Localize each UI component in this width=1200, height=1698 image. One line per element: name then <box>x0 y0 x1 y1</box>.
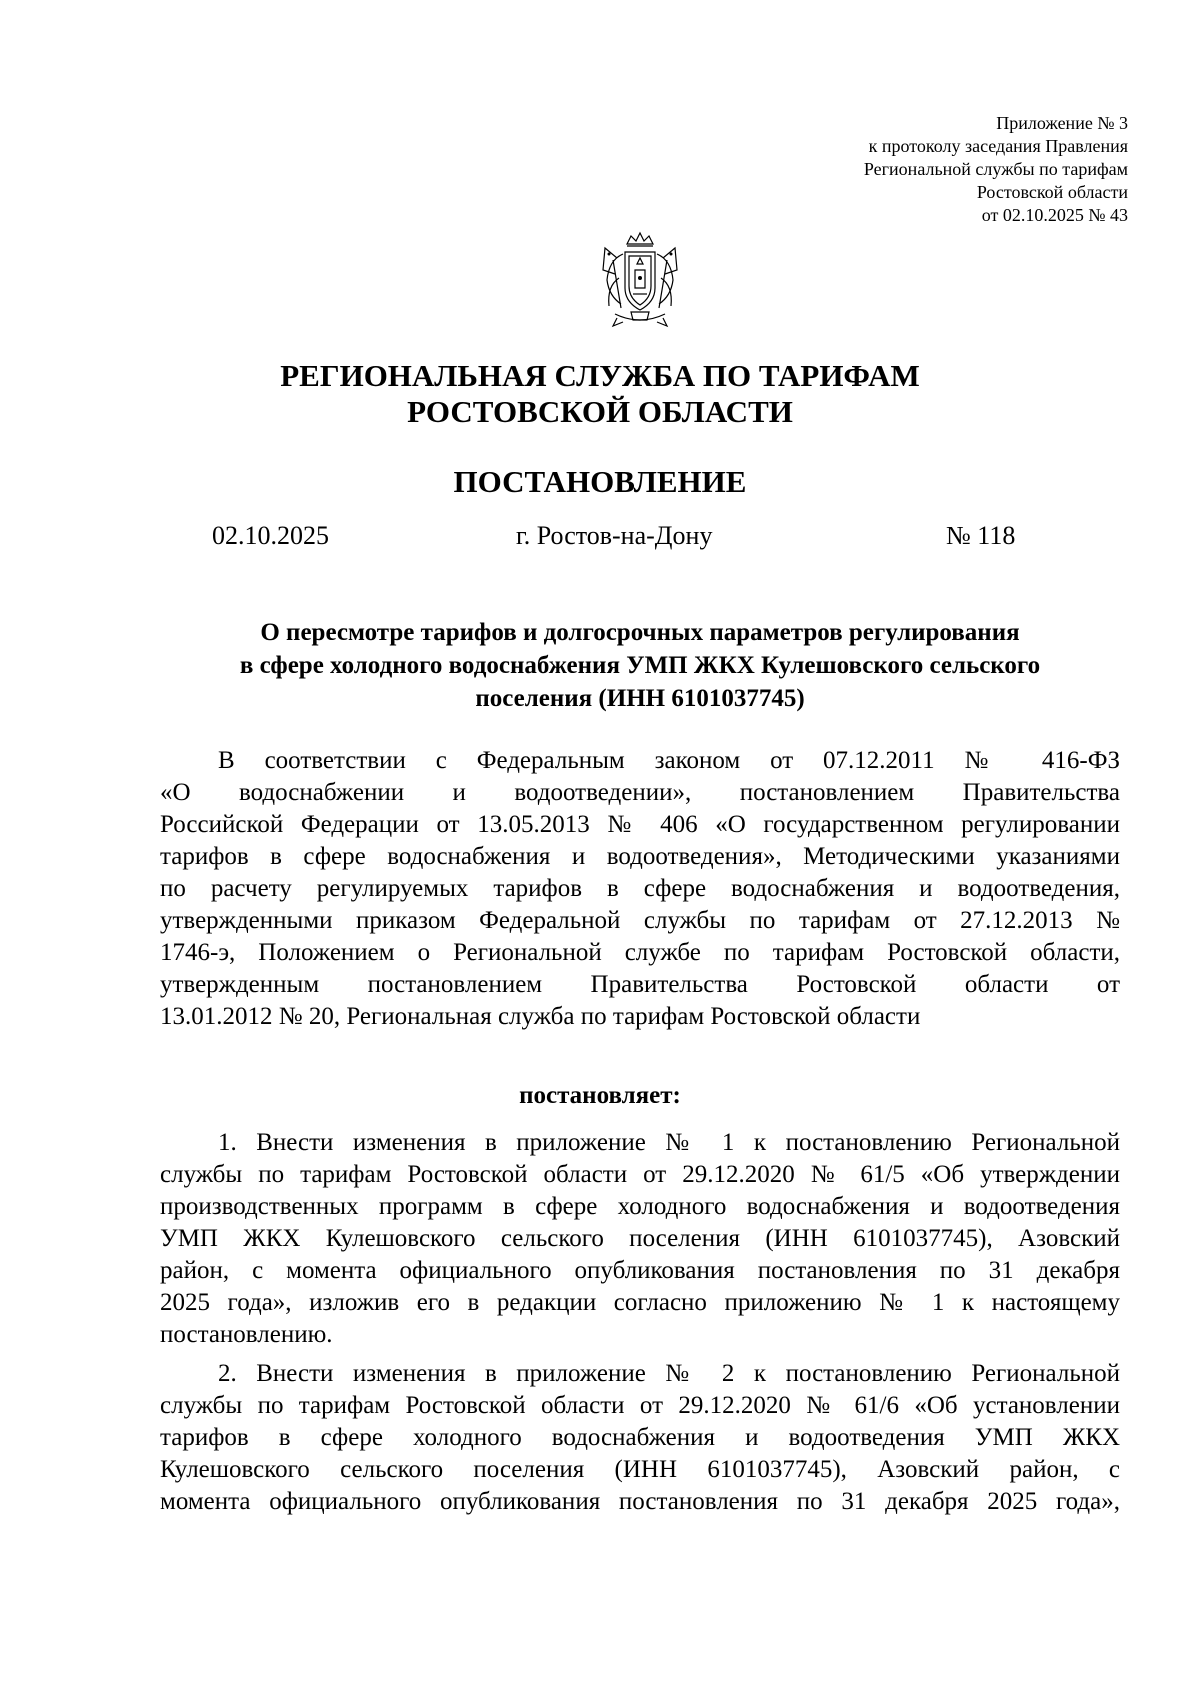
paragraph-line: 1. Внести изменения в приложение № 1 к постановлению Региональной <box>218 1129 1120 1156</box>
appendix-line: Региональной службы по тарифам <box>863 159 1128 179</box>
item-2-paragraph <box>160 1358 1120 1518</box>
appendix-line: Ростовской области <box>976 182 1128 202</box>
paragraph-line: тарифов в сфере холодного водоснабжения и водоотведения УМП ЖКХ <box>160 1424 1120 1451</box>
paragraph-line: район, с момента официального опубликования постановления по 31 декабря <box>160 1257 1120 1284</box>
organization-name-line: РЕГИОНАЛЬНАЯ СЛУЖБА ПО ТАРИФАМ <box>280 358 920 393</box>
organization-name-line: РОСТОВСКОЙ ОБЛАСТИ <box>407 394 793 429</box>
decides-heading: постановляет: <box>519 1082 681 1109</box>
document-date: 02.10.2025 <box>212 521 329 550</box>
paragraph-line: утвержденными приказом Федеральной службы по тарифам от 27.12.2013 № <box>160 907 1120 934</box>
paragraph-line: Кулешовского сельского поселения (ИНН 6101037745), Азовский район, с <box>160 1456 1120 1483</box>
paragraph-line: «О водоснабжении и водоотведении», постановлением Правительства <box>160 779 1120 806</box>
intro-paragraph <box>160 745 1120 1033</box>
subject-line: О пересмотре тарифов и долгосрочных параметров регулирования <box>260 619 1020 646</box>
paragraph-line: производственных программ в сфере холодного водоснабжения и водоотведения <box>160 1193 1120 1220</box>
paragraph-line: по расчету регулируемых тарифов в сфере водоснабжения и водоотведения, <box>160 875 1120 902</box>
item-1-paragraph <box>160 1127 1120 1351</box>
coat-of-arms-icon <box>595 230 685 330</box>
paragraph-line: 2. Внести изменения в приложение № 2 к постановлению Региональной <box>218 1360 1120 1387</box>
paragraph-line: 2025 года», изложив его в редакции согласно приложению № 1 к настоящему <box>160 1289 1120 1316</box>
subject-line: поселения (ИНН 6101037745) <box>475 685 805 712</box>
appendix-block <box>608 112 1128 227</box>
document-subject <box>160 616 1120 715</box>
paragraph-line: момента официального опубликования постановления по 31 декабря 2025 года», <box>160 1488 1120 1515</box>
document-meta-row <box>0 520 1200 554</box>
paragraph-line: службы по тарифам Ростовской области от 29.12.2020 № 61/5 «Об утверждении <box>160 1161 1120 1188</box>
document-number: № 118 <box>946 521 1016 550</box>
appendix-line: к протоколу заседания Правления <box>868 136 1128 156</box>
paragraph-line: УМП ЖКХ Кулешовского сельского поселения (ИНН 6101037745), Азовский <box>160 1225 1120 1252</box>
paragraph-line: 13.01.2012 № 20, Региональная служба по тарифам Ростовской области <box>160 1003 921 1030</box>
paragraph-line: Российской Федерации от 13.05.2013 № 406 «О государственном регулировании <box>160 811 1120 838</box>
paragraph-line: тарифов в сфере водоснабжения и водоотведения», Методическими указаниями <box>160 843 1120 870</box>
paragraph-line: 1746-э, Положением о Региональной службе по тарифам Ростовской области, <box>160 939 1120 966</box>
document-type: ПОСТАНОВЛЕНИЕ <box>453 464 747 499</box>
paragraph-line: службы по тарифам Ростовской области от 29.12.2020 № 61/6 «Об установлении <box>160 1392 1120 1419</box>
subject-line: в сфере холодного водоснабжения УМП ЖКХ Кулешовского сельского <box>239 652 1041 679</box>
paragraph-line: постановлению. <box>160 1321 333 1348</box>
document-city: г. Ростов-на-Дону <box>516 521 713 550</box>
organization-name <box>0 358 1200 430</box>
appendix-line: Приложение № 3 <box>996 113 1128 133</box>
paragraph-line: утвержденным постановлением Правительства Ростовской области от <box>160 971 1120 998</box>
appendix-line: от 02.10.2025 № 43 <box>981 205 1128 225</box>
paragraph-line: В соответствии с Федеральным законом от 07.12.2011 № 416-ФЗ <box>218 747 1120 774</box>
